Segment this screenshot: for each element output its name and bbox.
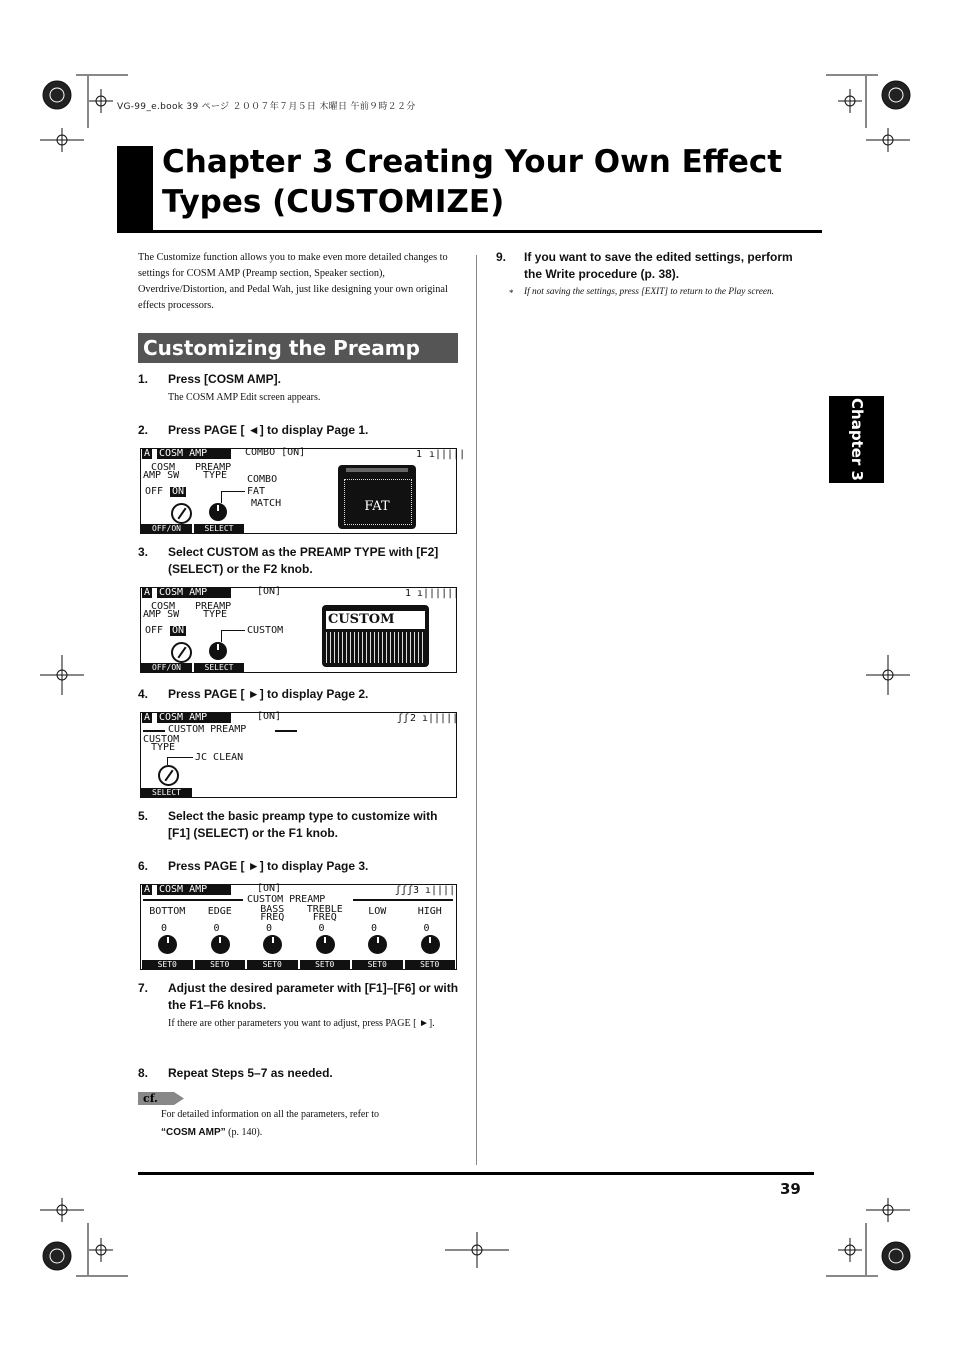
section-title: Customizing the Preamp — [143, 336, 420, 360]
param-knob-icon — [368, 935, 387, 954]
lcd-title: COSM AMP — [157, 588, 231, 598]
lcd-amp-sw: AMP SW — [143, 609, 180, 620]
lcd-custom: CUSTOM — [143, 734, 180, 745]
lcd-patch: A — [144, 587, 151, 598]
lcd-dial-icon — [158, 765, 179, 786]
param-value: 0 — [423, 923, 430, 934]
step-5-number: 5. — [138, 809, 149, 823]
lcd-preamp: PREAMP — [195, 462, 232, 473]
lcd-value: JC CLEAN — [195, 752, 244, 763]
lcd-page-num: 1 — [405, 588, 412, 599]
amp-label: CUSTOM — [328, 612, 395, 627]
param-name-2: FREQ — [312, 912, 337, 923]
step-9-note: If not saving the settings, press [EXIT] to return to the Play screen. — [524, 287, 774, 297]
lcd-value: CUSTOM — [247, 625, 284, 636]
param-value: 0 — [318, 923, 325, 934]
param-knob-icon — [158, 935, 177, 954]
param-knob-icon — [316, 935, 335, 954]
cf-reference — [161, 1124, 262, 1142]
file-info-line: VG-99_e.book 39 ページ ２００７年７月５日 木曜日 午前９時２２分 — [117, 102, 416, 112]
lcd-title: COSM AMP — [157, 885, 231, 895]
lcd-amp-sw: AMP SW — [143, 470, 180, 481]
fkey-set0: SET0 — [352, 960, 403, 969]
param-value: 0 — [371, 923, 378, 934]
cf-ref-bold: “COSM AMP” — [161, 1127, 226, 1138]
param-knob-icon — [211, 935, 230, 954]
lcd-page1-combo — [140, 447, 466, 534]
chapter-tab-label: Chapter 3 — [848, 398, 866, 481]
step-4-text: Press PAGE [ ►] to display Page 2. — [168, 687, 369, 701]
lcd-section: CUSTOM PREAMP — [247, 894, 326, 905]
step-9-note-mark: * — [509, 288, 514, 298]
title-bar-block — [117, 146, 153, 232]
param-name: TREBLE — [306, 904, 343, 915]
param-value: 0 — [161, 923, 168, 934]
title-rule — [117, 230, 822, 233]
lcd-subtitle: [ON] — [257, 883, 282, 894]
lcd-scroll-icon: ı|||||| — [417, 588, 460, 599]
page-number: 39 — [780, 1180, 801, 1198]
step-8-number: 8. — [138, 1066, 149, 1080]
step-4-number: 4. — [138, 687, 149, 701]
lcd-subtitle: [ON] — [257, 586, 282, 597]
amp-label: FAT — [364, 499, 390, 514]
step-6-number: 6. — [138, 859, 149, 873]
lcd-page1-custom — [140, 586, 460, 673]
lcd-type: TYPE — [203, 609, 228, 620]
step-2-text: Press PAGE [ ◄] to display Page 1. — [168, 423, 369, 437]
lcd-scroll-left: ʃʃ — [397, 713, 410, 724]
step-8-text: Repeat Steps 5–7 as needed. — [168, 1066, 333, 1080]
lcd-type: TYPE — [203, 470, 228, 481]
fkey-set0: SET0 — [300, 960, 351, 969]
step-6-text: Press PAGE [ ►] to display Page 3. — [168, 859, 369, 873]
lcd-page3 — [140, 884, 457, 970]
fkey-f2: SELECT — [194, 663, 244, 672]
fkey-f2: SELECT — [194, 524, 244, 533]
lcd-scroll-icon: ı|||| — [425, 885, 456, 896]
amp-fat-image — [338, 465, 416, 529]
step-7-note: If there are other parameters you want to adjust, press PAGE [ ►]. — [168, 1018, 435, 1029]
param-value: 0 — [266, 923, 273, 934]
param-name: EDGE — [207, 906, 232, 917]
fkey-set0: SET0 — [195, 960, 246, 969]
amp-custom-image — [322, 605, 429, 667]
lcd-scroll-left: ʃʃʃ — [395, 885, 414, 896]
fkey-set0: SET0 — [405, 960, 456, 969]
cf-ref-page: (p. 140). — [228, 1127, 263, 1138]
fkey-set0: SET0 — [142, 960, 193, 969]
footer-rule — [138, 1172, 814, 1175]
lcd-scroll-icon: ı||||| — [429, 449, 466, 460]
chapter-tab — [829, 396, 884, 483]
lcd-title: COSM AMP — [157, 713, 231, 723]
step-7-text: Adjust the desired parameter with [F1]–[F6] or with the F1–F6 knobs. — [168, 981, 459, 1012]
fkey-set0: SET0 — [247, 960, 298, 969]
lcd-knob-icon — [209, 503, 227, 521]
param-name: LOW — [368, 906, 387, 917]
lcd-patch: A — [144, 448, 151, 459]
lcd-page2 — [140, 712, 457, 798]
lcd-knob-icon — [209, 642, 227, 660]
step-5-text: Select the basic preamp type to customize with [F1] (SELECT) or the F1 knob. — [168, 809, 438, 840]
lcd-cosm: COSM — [151, 462, 176, 473]
step-7-number: 7. — [138, 981, 149, 995]
step-1-note: The COSM AMP Edit screen appears. — [168, 392, 321, 403]
step-1-number: 1. — [138, 372, 149, 386]
lcd-on: ON — [172, 625, 185, 636]
lcd-cosm: COSM — [151, 601, 176, 612]
lcd-type: TYPE — [151, 742, 176, 753]
lcd-dial-icon — [171, 503, 192, 524]
lcd-title: COSM AMP — [157, 449, 231, 459]
step-9-text: If you want to save the edited settings, perform the Write procedure (p. 38). — [524, 250, 793, 281]
lcd-page-num: 3 — [413, 885, 420, 896]
lcd-dial-icon — [171, 642, 192, 663]
lcd-subtitle: COMBO [ON] — [245, 447, 306, 458]
lcd-page-num: 1 — [416, 449, 423, 460]
lcd-value-line-3: MATCH — [251, 498, 282, 509]
step-2-number: 2. — [138, 423, 149, 437]
param-knob-icon — [421, 935, 440, 954]
param-name: BOTTOM — [149, 906, 186, 917]
lcd-value-line-2: FAT — [247, 486, 266, 497]
lcd-off: OFF — [145, 486, 164, 497]
lcd-patch: A — [144, 712, 151, 723]
param-name: BASS — [260, 904, 285, 915]
lcd-on: ON — [172, 486, 185, 497]
param-knob-icon — [263, 935, 282, 954]
cf-text: For detailed information on all the parameters, refer to — [161, 1109, 379, 1120]
step-9-number: 9. — [496, 250, 507, 264]
lcd-patch: A — [144, 884, 151, 895]
lcd-preamp: PREAMP — [195, 601, 232, 612]
lcd-page-num: 2 — [410, 713, 417, 724]
lcd-subtitle: [ON] — [257, 711, 282, 722]
intro-paragraph: The Customize function allows you to make even more detailed changes to settings for COSM AMP (Preamp section, Speaker section), Overdrive/Distortion, and Pedal Wah, just like designing your own original effects processors. — [138, 252, 448, 311]
lcd-section: CUSTOM PREAMP — [168, 724, 247, 735]
param-value: 0 — [213, 923, 220, 934]
lcd-value-line-1: COMBO — [247, 474, 278, 485]
step-1-text: Press [COSM AMP]. — [168, 372, 281, 386]
chapter-title: Chapter 3 Creating Your Own Effect Types (CUSTOMIZE) — [162, 144, 783, 220]
fkey-f1: OFF/ON — [141, 524, 192, 533]
param-name: HIGH — [417, 906, 442, 917]
step-3-number: 3. — [138, 545, 149, 559]
lcd-off: OFF — [145, 625, 164, 636]
cf-badge-label: cf. — [143, 1092, 158, 1105]
fkey-f1: OFF/ON — [141, 663, 192, 672]
step-3-text: Select CUSTOM as the PREAMP TYPE with [F2] (SELECT) or the F2 knob. — [168, 545, 439, 576]
fkey-f1: SELECT — [141, 788, 192, 797]
column-divider — [476, 255, 477, 1165]
param-name-2: FREQ — [260, 912, 285, 923]
lcd-scroll-icon: ı||||| — [422, 713, 459, 724]
